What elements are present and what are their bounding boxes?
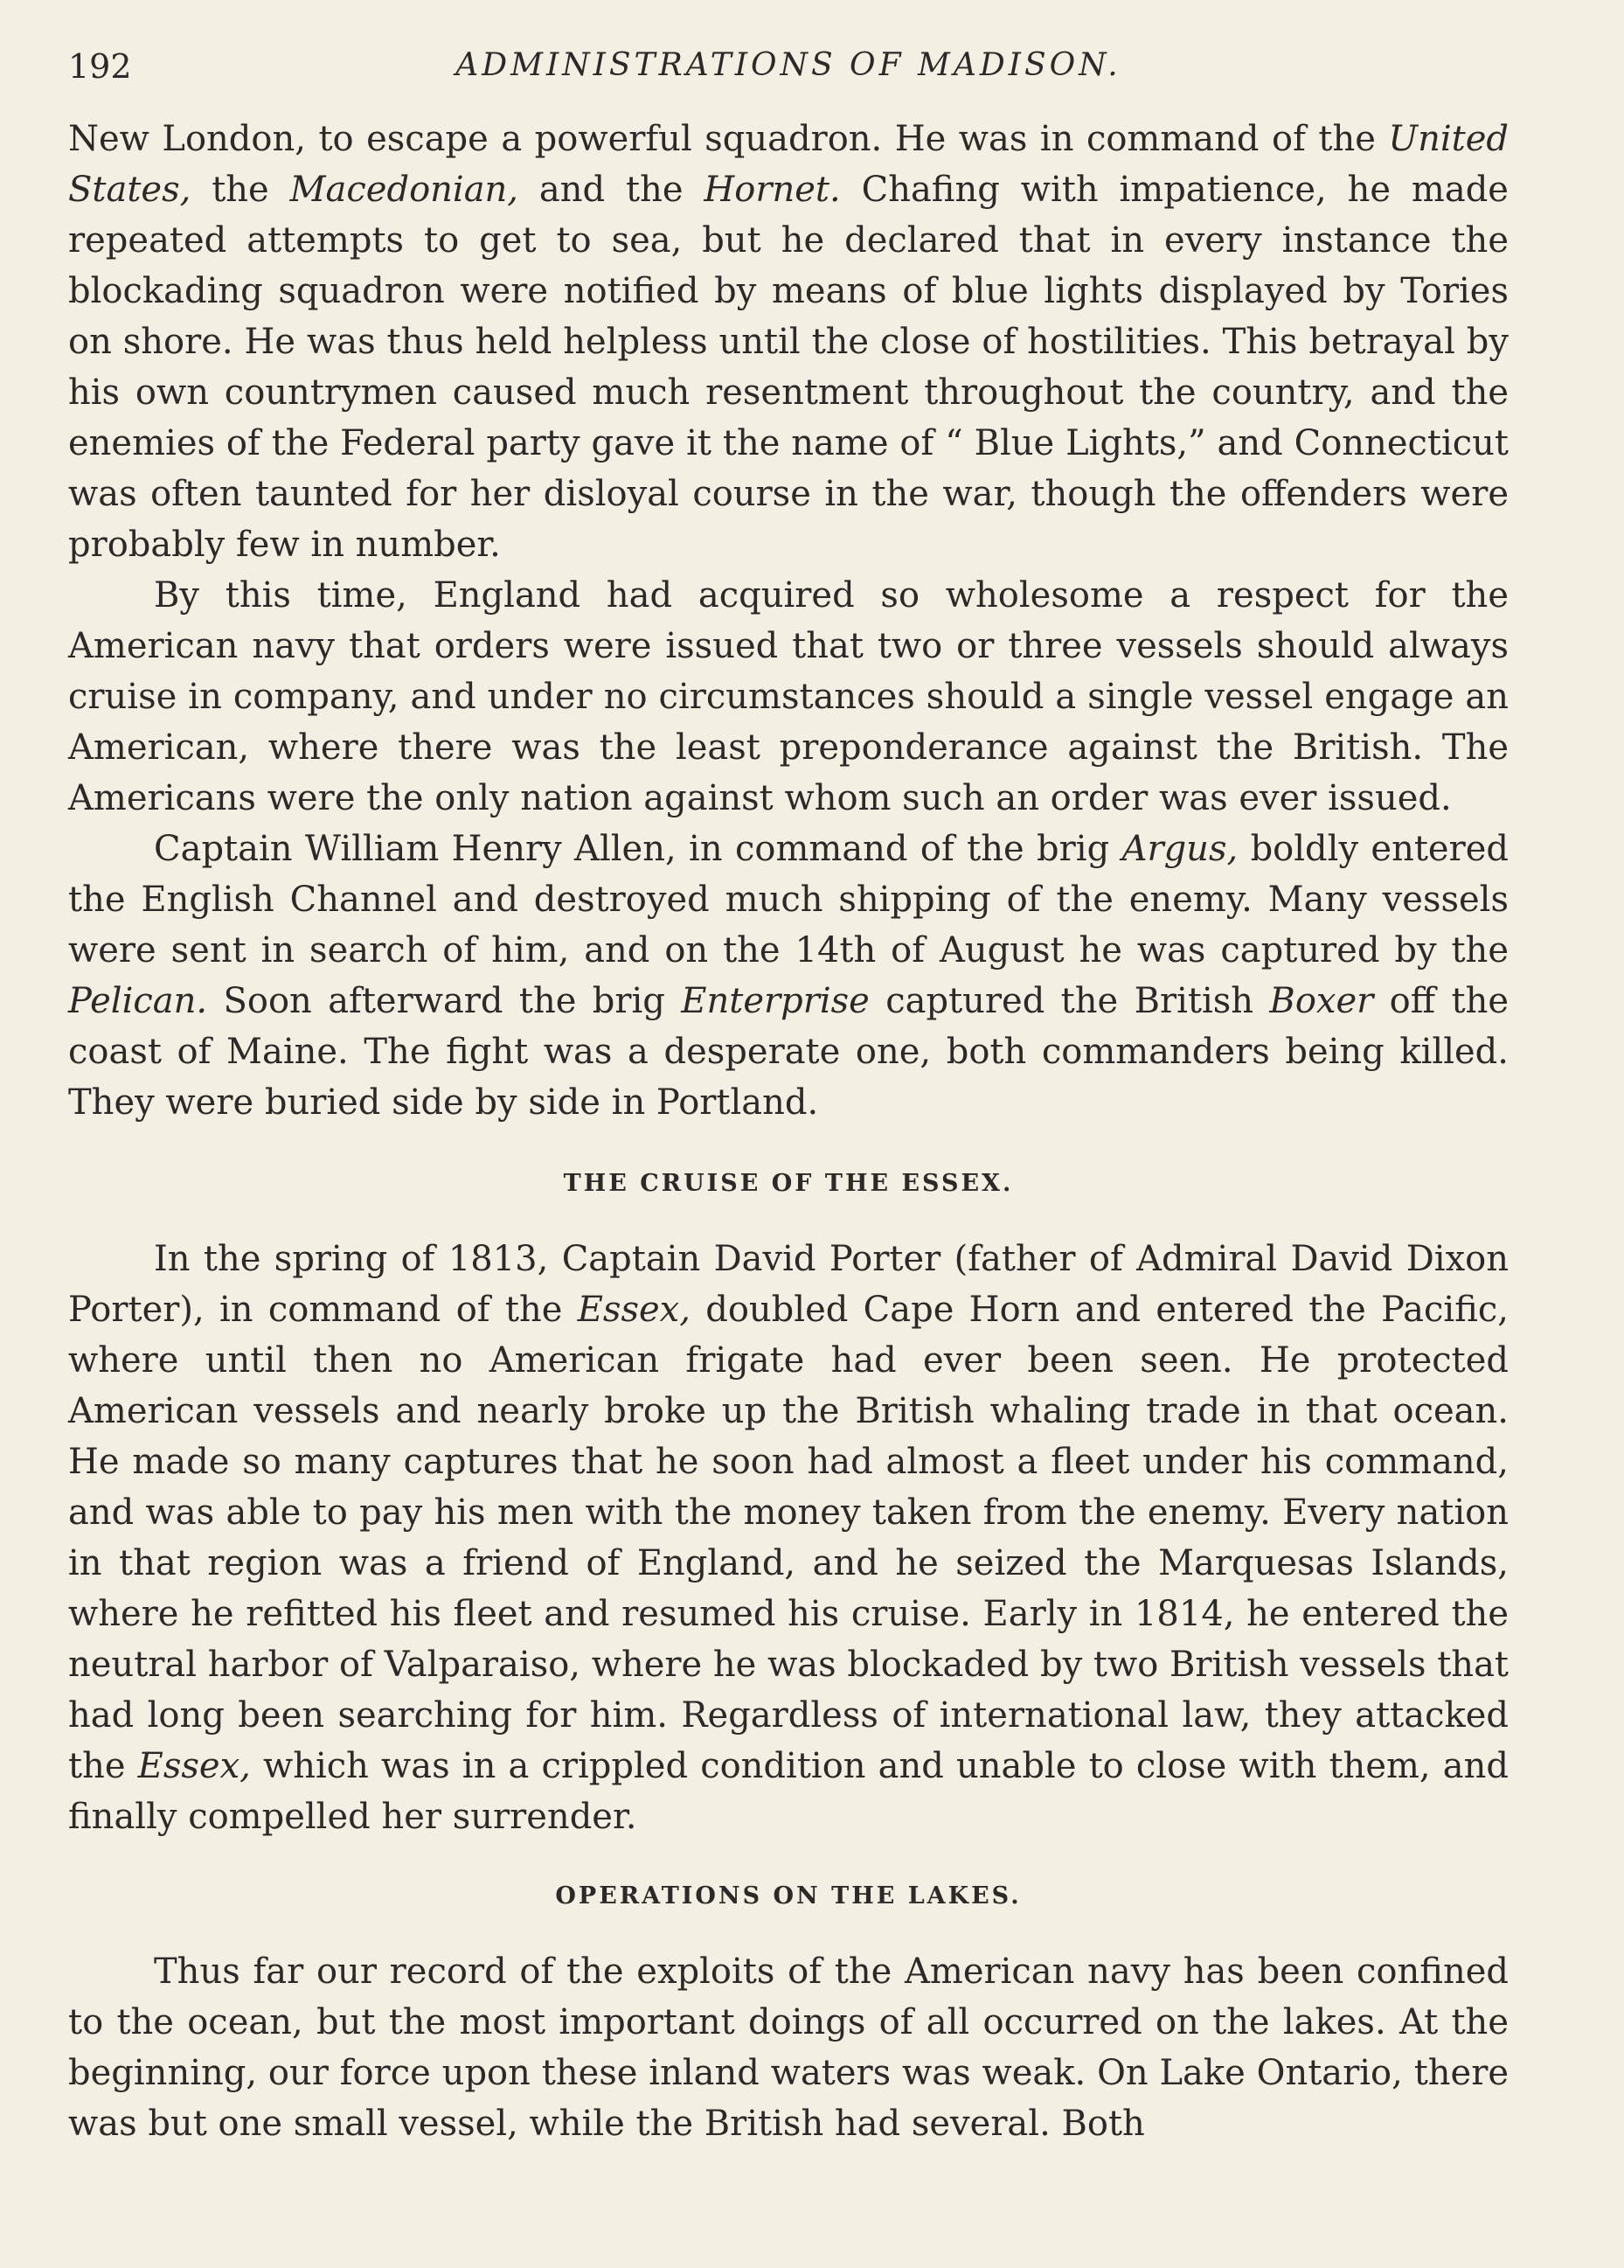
paragraph-essex [68,1234,1509,1842]
section-heading-essex: THE CRUISE OF THE ESSEX. [563,1170,1014,1197]
ship-name: Pelican. [68,981,208,1021]
ship-name: Hornet. [704,170,841,210]
paragraph-british-orders: By this time, England had acquired so wholesome a respect for the American navy that orders were issued that two or three vessels should always cruise in company, and under no circumstances should a single vessel engage an American, where there was the least preponderance against the British. The Americans were the only nation against whom such an order was ever issued. [68,575,1509,818]
text-run: and the [518,170,704,210]
ship-name: Essex, [577,1290,691,1330]
section-heading-lakes: OPERATIONS ON THE LAKES. [555,1882,1022,1910]
ship-name: Enterprise [681,981,870,1021]
text-run: boldly entered the English Channel and destroyed much shipping of the enemy. Many vessels were sent in search of him, and on the 14th of August he was captured by the [68,829,1509,971]
text-run: doubled Cape Horn and entered the Pacific, where until then no American frigate had ever been seen. He protected American vessels and nearly broke up the British whaling trade in that ocean. He made so many captures that he soon had almost a fleet under his command, and was able to pay his men with the money taken from the enemy. Every nation in that region was a friend of England, and he seized the Marquesas Islands, where he refitted his fleet and resumed his cruise. Early in 1814, he entered the neutral harbor of Valparaiso, where he was blockaded by two British vessels that had long been searching for him. Regardless of international law, they attacked the [68,1290,1509,1786]
paragraph-blue-lights [68,114,1509,570]
paragraph-lakes: Thus far our record of the exploits of the American navy has been confined to the ocean, but the most important doings of all occurred on the lakes. At the beginning, our force upon these inland waters was weak. On Lake Ontario, there was but one small vessel, while the British had several. Both [68,1951,1509,2144]
text-run: Chafing with impatience, he made repeated attempts to get to sea, but he declared that in every instance the blockading squadron were notified by means of blue lights displayed by Tories on shore. He was thus held helpless until the close of hostilities. This betrayal by his own countrymen caused much resentment throughout the country, and the enemies of the Federal party gave it the name of “ Blue Lights,” and Connecticut was often taunted for her disloyal course in the war, though the offenders were probably few in number. [68,170,1509,565]
text-run: In the spring of 1813, Captain David Porter (father of Admiral David Dixon Porter), in command of the [68,1239,1509,1330]
paragraph-argus [68,824,1509,1128]
text-run: which was in a crippled condition and unable to close with them, and finally compelled her surrender. [68,1746,1509,1837]
ship-name: Macedonian, [289,170,519,210]
running-header [68,35,1509,114]
running-title: ADMINISTRATIONS OF MADISON. [455,47,1121,83]
text-run: off the coast of Maine. The fight was a desperate one, both commanders being killed. They were buried side by side in Portland. [68,981,1509,1123]
ship-name: Argus, [1121,829,1239,869]
text-run: Soon afterward the brig [207,981,682,1021]
ship-name: Essex, [137,1746,251,1786]
book-page [68,35,1509,2149]
text-run: New London, to escape a powerful squadron. He was in command of the [68,119,1389,159]
text-run: Captain William Henry Allen, in command of the brig [154,829,1122,869]
text-run: the [191,170,290,210]
ship-name: Boxer [1269,981,1374,1021]
ship-name: United States, [68,119,1509,210]
page-number: 192 [68,47,132,86]
text-run: captured the British [869,981,1270,1021]
